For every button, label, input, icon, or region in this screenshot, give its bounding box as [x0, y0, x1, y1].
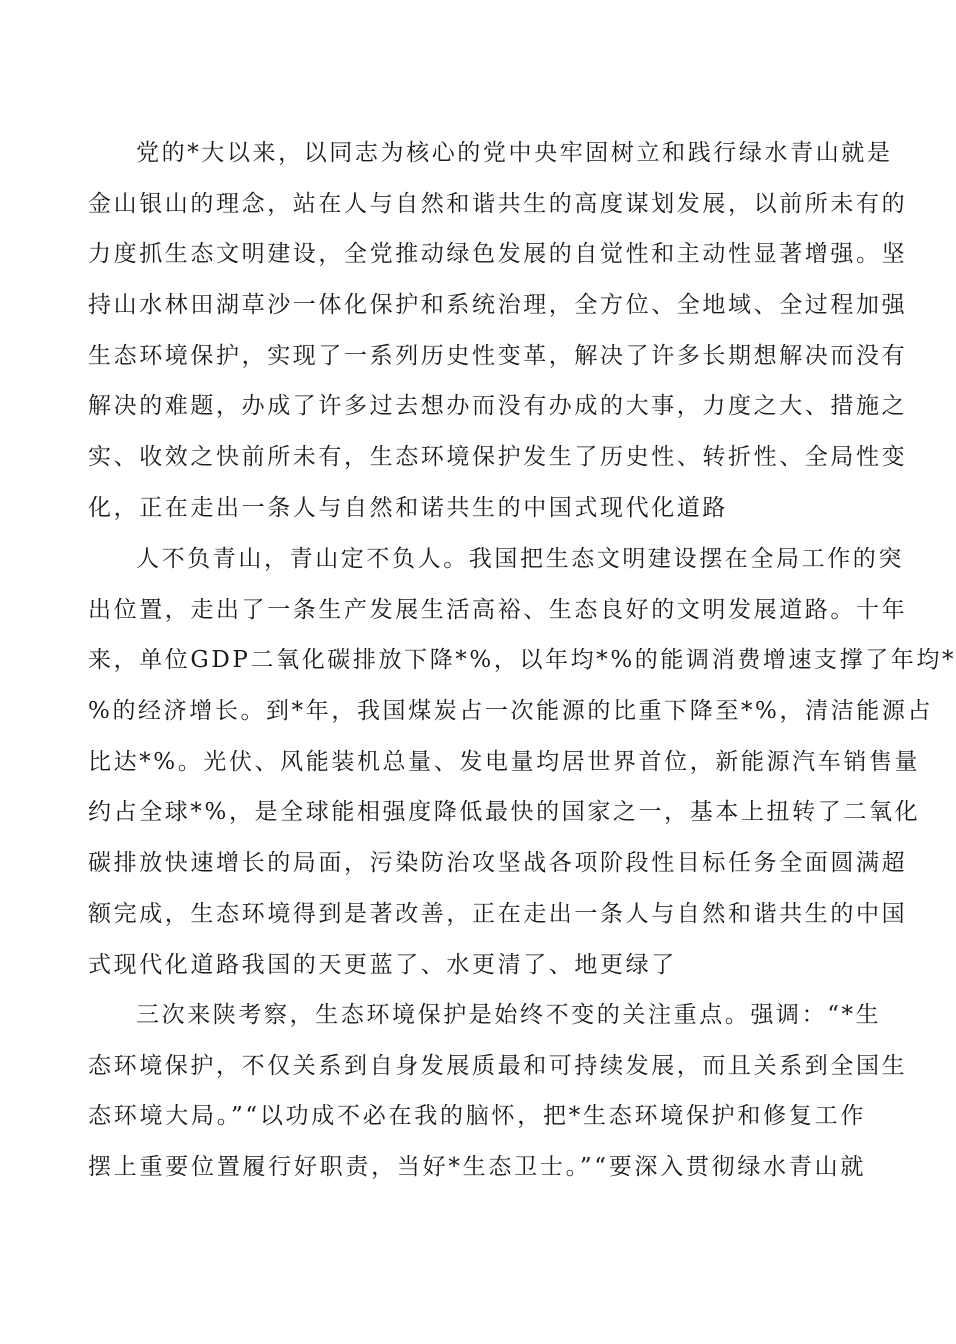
text-line: 式现代化道路我国的天更蓝了、水更清了、地更绿了 — [88, 951, 677, 978]
text-line: 约占全球*%，是全球能相强度降低最快的国家之一，基本上扭转了二氧化 — [88, 799, 921, 826]
paragraph-3 — [88, 990, 908, 1193]
text-line: 持山水林田湖草沙一体化保护和系统治理，全方位、全地域、全过程加强 — [88, 292, 908, 319]
text-line: 摆上重要位置履行好职责，当好*生态卫士。”“要深入贯彻绿水青山就 — [88, 1154, 866, 1181]
text-line: 化，正在走出一条人与自然和诺共生的中国式现代化道路 — [88, 494, 728, 521]
text-line: 碳排放快速增长的局面，污染防治攻坚战各项阶段性目标任务全面圆满超 — [88, 850, 908, 877]
text-line: 额完成，生态环境得到是著改善，正在走出一条人与自然和谐共生的中国 — [88, 900, 908, 927]
text-line: 出位置，走出了一条生产发展生活高裕、生态良好的文明发展道路。十年 — [88, 596, 908, 623]
text-line: 人不负青山，青山定不负人。我国把生态文明建设摆在全局工作的突 — [136, 546, 904, 572]
text-line: 金山银山的理念，站在人与自然和谐共生的高度谋划发展，以前所未有的 — [88, 190, 908, 217]
text-line: 生态环境保护，实现了一系列历史性变革，解决了许多长期想解决而没有 — [88, 342, 908, 369]
text-line: %的经济增长。到*年，我国煤炭占一次能源的比重下降至*%，清洁能源占 — [88, 698, 934, 725]
text-line: 来，单位GDP二氧化碳排放下降*%，以年均*%的能调消费增速支撑了年均* — [88, 647, 956, 674]
text-line: 力度抓生态文明建设，全党推动绿色发展的自觉性和主动性显著增强。坚 — [88, 241, 908, 268]
text-line: 态环境保护，不仅关系到自身发展质最和可持续发展，而且关系到全国生 — [88, 1052, 908, 1079]
paragraph-2 — [88, 534, 956, 990]
text-line: 实、收效之快前所未有，生态环境保护发生了历史性、转折性、全局性变 — [88, 444, 908, 471]
text-line: 态环境大局。”“以功成不必在我的脑怀，把*生态环境保护和修复工作 — [88, 1103, 866, 1130]
paragraph-1 — [88, 128, 908, 534]
text-line: 三次来陕考察，生态环境保护是始终不变的关注重点。强调：“*生 — [136, 1002, 882, 1028]
text-line: 比达*%。光伏、风能装机总量、发电量均居世界首位，新能源汽车销售量 — [88, 748, 921, 775]
text-line: 解决的难题，办成了许多过去想办而没有办成的大事，力度之大、措施之 — [88, 393, 908, 420]
text-line: 党的*大以来，以同志为核心的党中央牢固树立和践行绿水青山就是 — [136, 140, 893, 166]
